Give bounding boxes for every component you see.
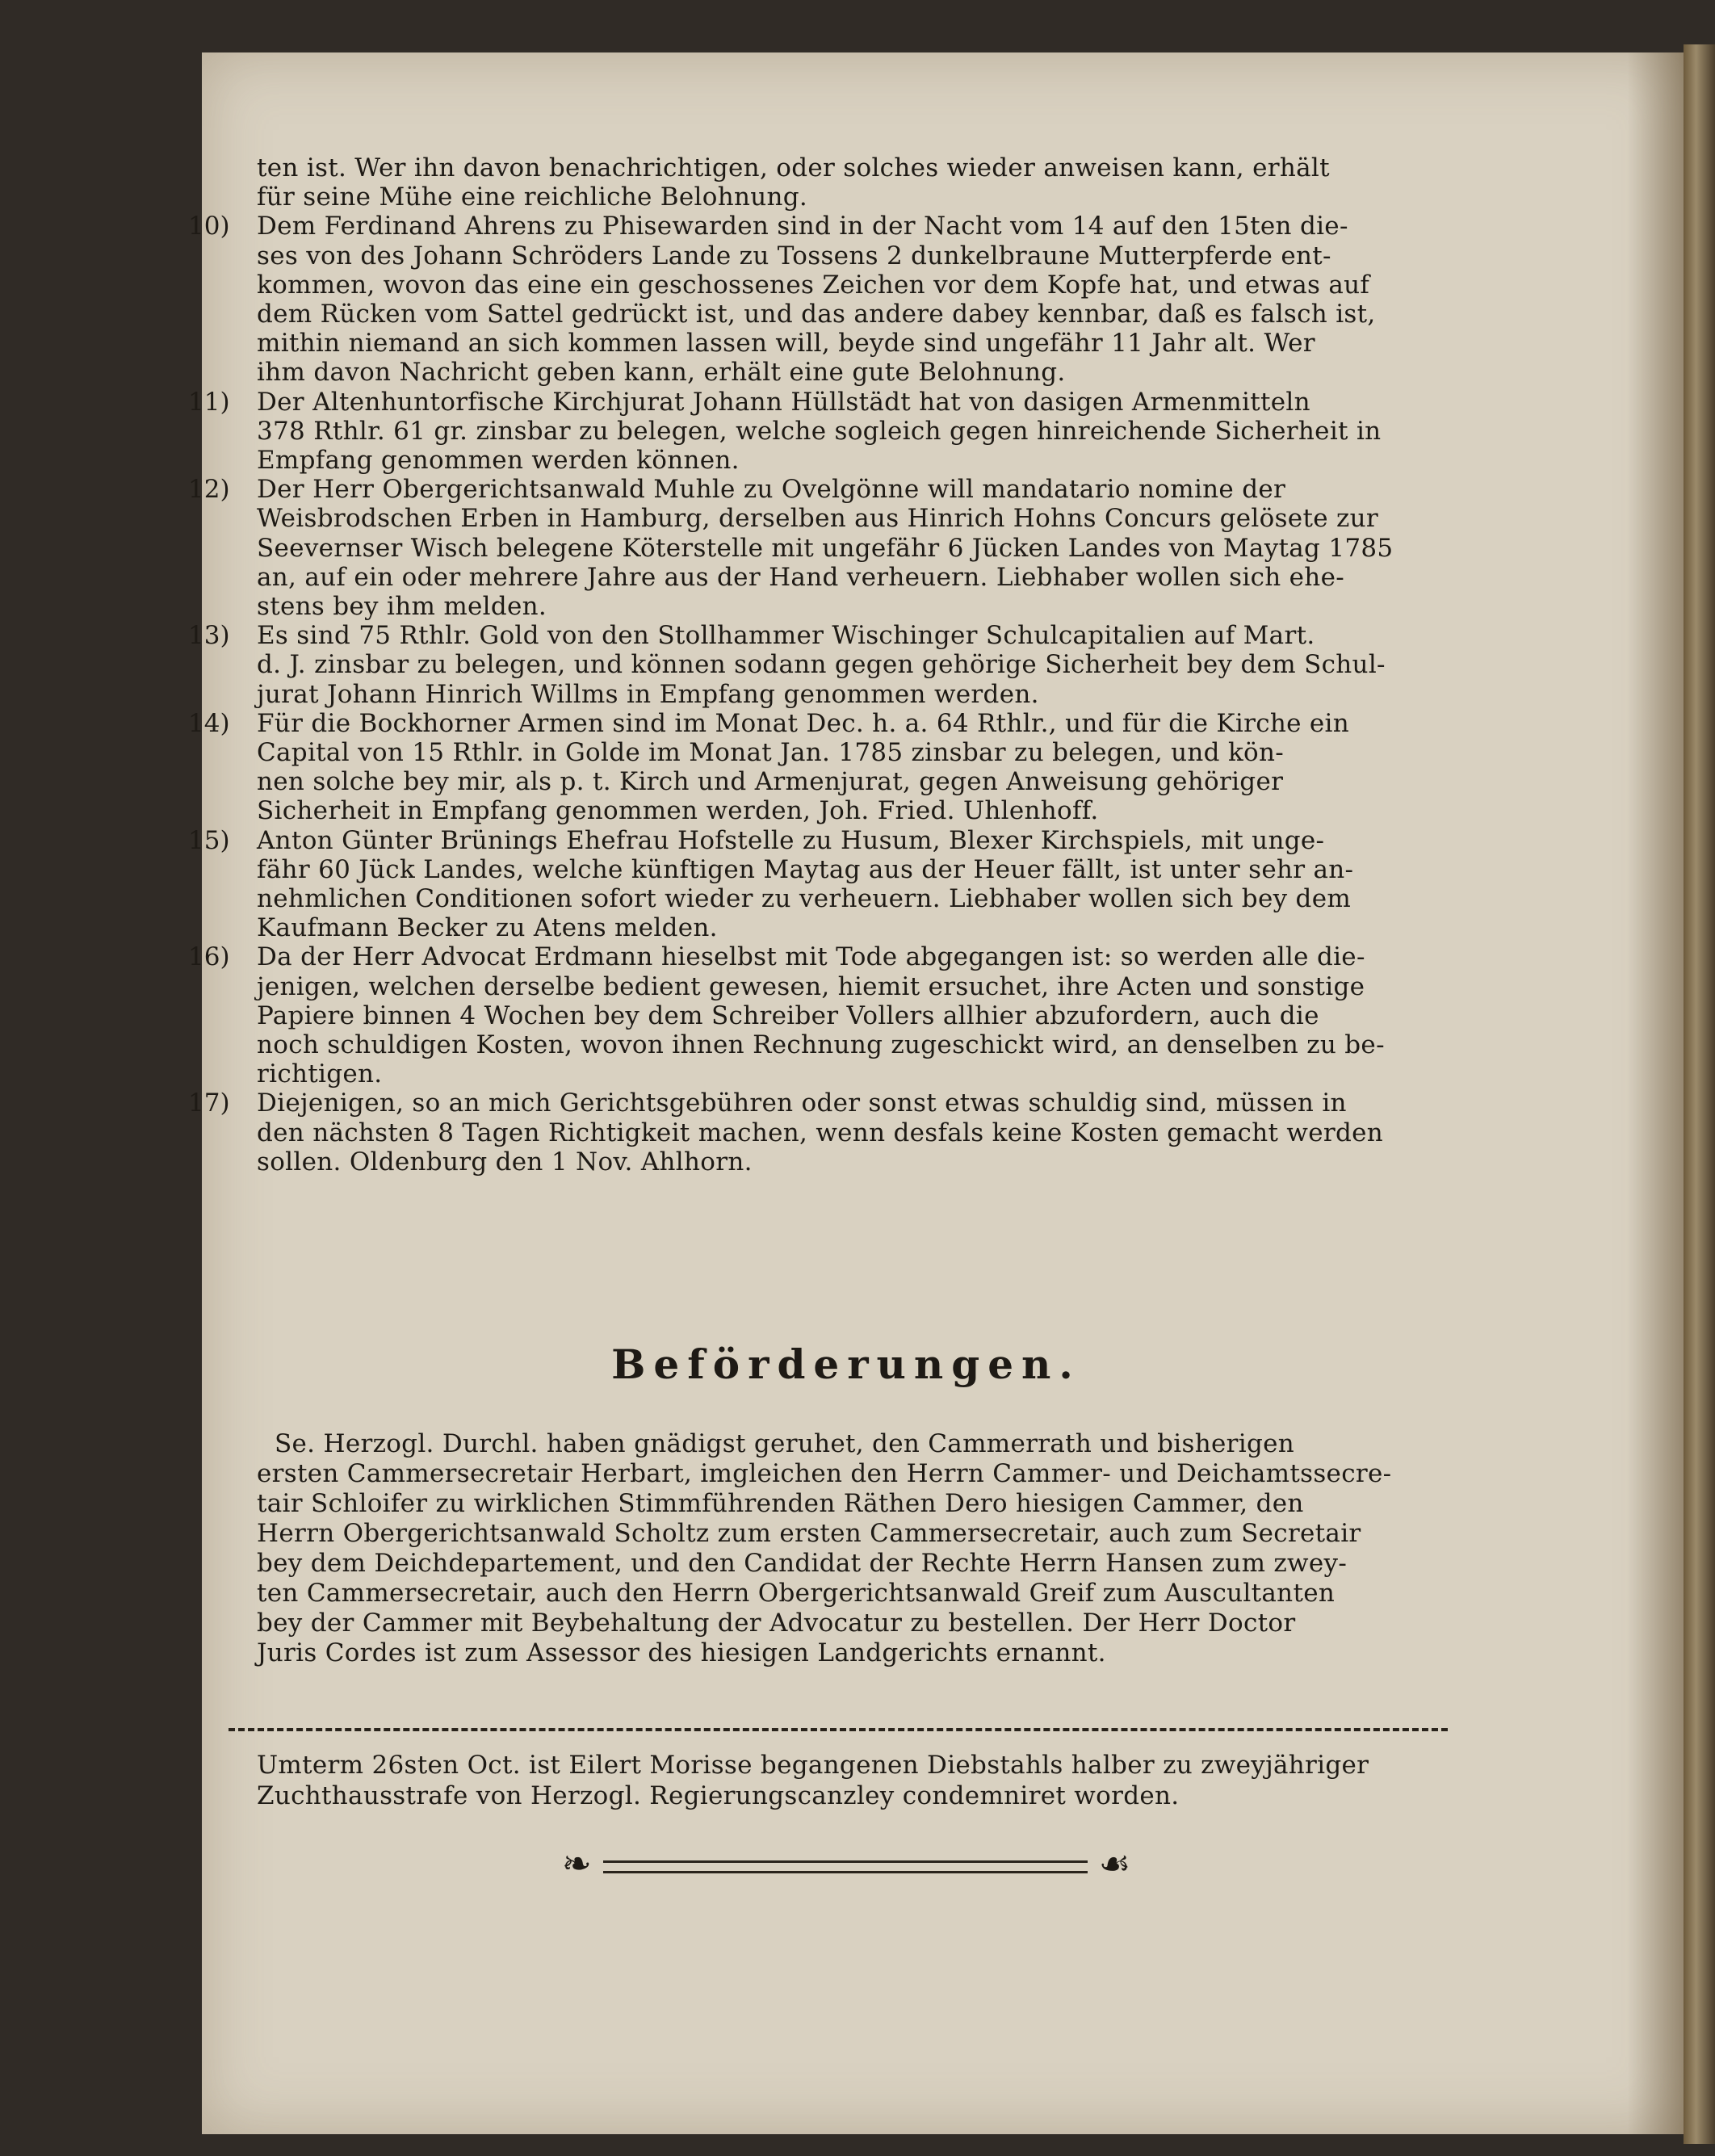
text-line: Da der Herr Advocat Erdmann hieselbst mit Tode abgegangen ist: so werden alle die- [257, 942, 1365, 972]
text-line: Capital von 15 Rthlr. in Golde im Monat Jan. 1785 zinsbar zu belegen, und kön- [257, 738, 1285, 767]
section-line: ten Cammersecretair, auch den Herrn Obergerichtsanwald Greif zum Auscultanten [257, 1579, 1336, 1608]
notice-number: 14) [188, 708, 230, 738]
text-line: Empfang genommen werden können. [257, 446, 740, 475]
notice-number: 11) [188, 387, 230, 417]
book-gutter-shadow [1627, 52, 1684, 2134]
text-line: Es sind 75 Rthlr. Gold von den Stollhammer Wischinger Schulcapitalien auf Mart. [257, 621, 1315, 651]
section-line: Juris Cordes ist zum Assessor des hiesigen Landgerichts ernannt. [257, 1638, 1106, 1667]
section-heading: Beförderungen. [611, 1340, 1081, 1388]
notice-number: 13) [188, 621, 230, 651]
notice-line: Zuchthausstrafe von Herzogl. Regierungscanzley condemniret worden. [257, 1781, 1180, 1810]
section-line: tair Schloifer zu wirklichen Stimmführenden Räthen Dero hiesigen Cammer, den [257, 1489, 1304, 1518]
text-line: ten ist. Wer ihn davon benachrichtigen, oder solches wieder anweisen kann, erhält [257, 153, 1330, 182]
text-line: ses von des Johann Schröders Lande zu Tossens 2 dunkelbraune Mutterpferde ent- [257, 241, 1331, 271]
text-line: mithin niemand an sich kommen lassen will, beyde sind ungefähr 11 Jahr alt. Wer [257, 329, 1315, 359]
text-line: richtigen. [257, 1059, 383, 1089]
text-line: Dem Ferdinand Ahrens zu Phisewarden sind in der Nacht vom 14 auf den 15ten die- [257, 212, 1348, 241]
section-line: bey der Cammer mit Beybehaltung der Advocatur zu bestellen. Der Herr Doctor [257, 1609, 1296, 1638]
text-line: noch schuldigen Kosten, wovon ihnen Rechnung zugeschickt wird, an denselben zu be- [257, 1030, 1385, 1059]
text-line: den nächsten 8 Tagen Richtigkeit machen, wenn desfals keine Kosten gemacht werden [257, 1118, 1384, 1147]
text-line: Der Herr Obergerichtsanwald Muhle zu Ovelgönne will mandatario nomine der [257, 475, 1286, 505]
notice-number: 17) [188, 1088, 230, 1118]
section-line: bey dem Deichdepartement, und den Candidat der Rechte Herrn Hansen zum zwey- [257, 1549, 1348, 1578]
text-line: Für die Bockhorner Armen sind im Monat Dec. h. a. 64 Rthlr., und für die Kirche ein [257, 708, 1350, 738]
notice-number: 10) [188, 212, 230, 241]
ornament-bar [603, 1860, 1088, 1873]
flourish-left-icon: ❧ [561, 1844, 592, 1885]
text-line: Sicherheit in Empfang genommen werden, Joh. Fried. Uhlenhoff. [257, 796, 1099, 826]
text-line: fähr 60 Jück Landes, welche künftigen Maytag aus der Heuer fällt, ist unter sehr an- [257, 854, 1354, 884]
ornament-divider [257, 1844, 1436, 1885]
text-line: kommen, wovon das eine ein geschossenes Zeichen vor dem Kopfe hat, und etwas auf [257, 270, 1370, 300]
text-line: Diejenigen, so an mich Gerichtsgebühren oder sonst etwas schuldig sind, müssen in [257, 1088, 1347, 1118]
notice-line: Umterm 26sten Oct. ist Eilert Morisse begangenen Diebstahls halber zu zweyjähriger [257, 1751, 1369, 1780]
text-line: jurat Johann Hinrich Willms in Empfang genommen werden. [257, 679, 1039, 709]
text-line: Seevernser Wisch belegene Köterstelle mit ungefähr 6 Jücken Landes von Maytag 1785 [257, 533, 1394, 563]
section-line: Herrn Obergerichtsanwald Scholtz zum ersten Cammersecretair, auch zum Secretair [257, 1519, 1361, 1548]
text-line: ihm davon Nachricht geben kann, erhält eine gute Belohnung. [257, 358, 1066, 388]
text-line: Weisbrodschen Erben in Hamburg, derselben aus Hinrich Hohns Concurs gelösete zur [257, 504, 1379, 534]
text-line: Papiere binnen 4 Wochen bey dem Schreiber Vollers allhier abzufordern, auch die [257, 1000, 1319, 1030]
text-line: an, auf ein oder mehrere Jahre aus der Hand verheuern. Liebhaber wollen sich ehe- [257, 562, 1344, 592]
text-line: Kaufmann Becker zu Atens melden. [257, 913, 718, 943]
text-line: dem Rücken vom Sattel gedrückt ist, und das andere dabey kennbar, daß es falsch ist, [257, 300, 1376, 329]
dashed-divider [229, 1728, 1448, 1731]
text-line: Anton Günter Brünings Ehefrau Hofstelle zu Husum, Blexer Kirchspiels, mit unge- [257, 825, 1325, 855]
text-line: d. J. zinsbar zu belegen, und können sodann gegen gehörige Sicherheit bey dem Schul- [257, 650, 1386, 680]
adjacent-page-edge [1684, 44, 1715, 2144]
notice-number: 12) [188, 475, 230, 505]
notice-number: 15) [188, 825, 230, 855]
section-line: ersten Cammersecretair Herbart, imgleichen den Herrn Cammer- und Deichamtssecre- [257, 1459, 1392, 1488]
notice-number: 16) [188, 942, 230, 972]
text-line: für seine Mühe eine reichliche Belohnung. [257, 182, 808, 212]
text-line: stens bey ihm melden. [257, 592, 547, 621]
flourish-right-icon: ☙ [1098, 1844, 1131, 1885]
text-line: jenigen, welchen derselbe bedient gewesen, hiemit ersuchet, ihre Acten und sonstige [257, 971, 1365, 1001]
text-line: nen solche bey mir, als p. t. Kirch und Armenjurat, gegen Anweisung gehöriger [257, 767, 1284, 797]
section-line: Se. Herzogl. Durchl. haben gnädigst geruhet, den Cammerrath und bisherigen [275, 1429, 1295, 1458]
text-line: sollen. Oldenburg den 1 Nov. Ahlhorn. [257, 1147, 753, 1177]
text-line: Der Altenhuntorfische Kirchjurat Johann Hüllstädt hat von dasigen Armenmitteln [257, 387, 1310, 417]
text-line: 378 Rthlr. 61 gr. zinsbar zu belegen, welche sogleich gegen hinreichende Sicherheit in [257, 416, 1382, 446]
text-line: nehmlichen Conditionen sofort wieder zu verheuern. Liebhaber wollen sich bey dem [257, 884, 1352, 913]
